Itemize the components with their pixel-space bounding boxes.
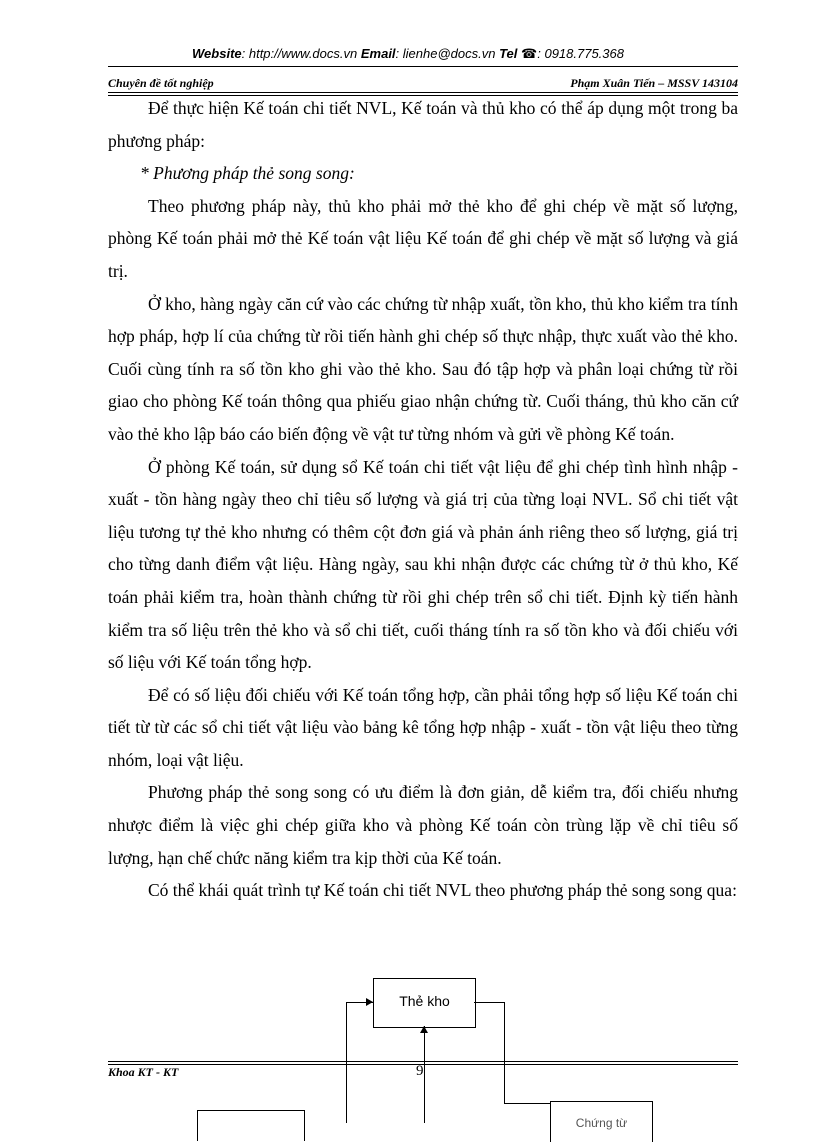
arrow-right-vertical (504, 1002, 505, 1104)
arrowhead-up (420, 1026, 428, 1033)
box-the-kho (373, 978, 476, 1028)
header-right-author: Phạm Xuân Tiến – MSSV 143104 (570, 76, 738, 90)
box-right-partial (550, 1101, 653, 1142)
website-label: Website (192, 46, 242, 61)
running-header (108, 76, 738, 92)
website-value[interactable]: : http://www.docs.vn (241, 46, 358, 61)
paragraph-at-warehouse: Ở kho, hàng ngày căn cứ vào các chứng từ nhập xuất, tồn kho, thủ kho kiểm tra tính hợp pháp, hợp lí của chứng từ rồi tiến hành ghi chép số thực nhập, thực xuất vào thẻ kho. Cuối cùng tính ra số tồn kho ghi vào thẻ kho. Sau đó tập hợp và phân loại chứng từ rồi giao cho phòng Kế toán thông qua phiếu giao nhận chứng từ. Cuối tháng, thủ kho căn cứ vào thẻ kho lập báo cáo biến động về vật tư từng nhóm và gửi về phòng Kế toán. (108, 293, 738, 444)
paragraph-reconciliation: Để có số liệu đối chiếu với Kế toán tổng hợp, cần phải tổng hợp số liệu Kế toán chi tiết từ từ các sổ chi tiết vật liệu vào bảng kê tổng hợp nhập - xuất - tồn vật liệu theo từng nhóm, loại vật liệu. (108, 684, 738, 770)
footer-rule (108, 1061, 738, 1062)
paragraph-pros-cons: Phương pháp thẻ song song có ưu điểm là đơn giản, dễ kiểm tra, đối chiếu nhưng nhược điểm là việc ghi chép giữa kho và phòng Kế toán còn trùng lặp về chỉ tiêu số lượng, hạn chế chức năng kiểm tra kịp thời của Kế toán. (108, 782, 738, 868)
box-the-kho-label: Thẻ kho (399, 993, 450, 1009)
phone-icon: ☎ (521, 46, 538, 61)
method-title: Phương pháp thẻ song song (153, 163, 349, 184)
tel-label: Tel (499, 46, 518, 61)
website-contact-bar (0, 46, 816, 62)
paragraph-method-overview: Theo phương pháp này, thủ kho phải mở thẻ kho để ghi chép về mặt số lượng, phòng Kế toán phải mở thẻ Kế toán vật liệu Kế toán để ghi chép về mặt số lượng và giá trị. (108, 195, 738, 281)
flow-diagram (0, 960, 816, 1130)
tel-value: : 0918.775.368 (537, 46, 624, 61)
arrow-center-vertical (424, 1026, 425, 1123)
paragraph-at-accounting: Ở phòng Kế toán, sử dụng sổ Kế toán chi tiết vật liệu để ghi chép tình hình nhập - xuất - tồn hàng ngày theo chỉ tiêu số lượng và giá trị của từng loại NVL. Sổ chi tiết vật liệu tương tự thẻ kho nhưng có thêm cột đơn giá và phản ánh riêng theo số lượng, giá trị cho từng danh điểm vật liệu. Hàng ngày, sau khi nhận được các chứng từ ở thủ kho, Kế toán phải kiểm tra, hoàn thành chứng từ rồi ghi chép trên sổ chi tiết. Định kỳ tiến hành kiểm tra số liệu trên thẻ kho và sổ chi tiết, cuối tháng tính ra số tồn kho và đối chiếu với số liệu với Kế toán tổng hợp. (108, 456, 738, 673)
method-bullet: * (140, 163, 154, 184)
paragraph-intro: Để thực hiện Kế toán chi tiết NVL, Kế toán và thủ kho có thể áp dụng một trong ba phương pháp: (108, 98, 738, 151)
arrow-left-vertical (346, 1002, 347, 1123)
method-colon: : (348, 163, 355, 184)
box-right-partial-label: Chứng từ (575, 1116, 628, 1130)
paragraph-diagram-intro: Có thể khái quát trình tự Kế toán chi tiết NVL theo phương pháp thẻ song song qua: (148, 880, 737, 901)
arrowhead-right (366, 998, 373, 1006)
top-divider (108, 66, 738, 67)
arrow-right-to-box (504, 1103, 550, 1104)
arrow-right-horizontal (474, 1002, 504, 1003)
header-left-title: Chuyên đề tốt nghiệp (108, 76, 214, 90)
page-number: 9 (416, 1063, 424, 1079)
footer-department: Khoa KT - KT (108, 1065, 179, 1079)
body-content (108, 92, 738, 907)
method-heading (108, 157, 738, 190)
box-left-partial (197, 1110, 305, 1141)
email-label: Email (360, 46, 396, 61)
email-value[interactable]: : lienhe@docs.vn (395, 46, 496, 61)
